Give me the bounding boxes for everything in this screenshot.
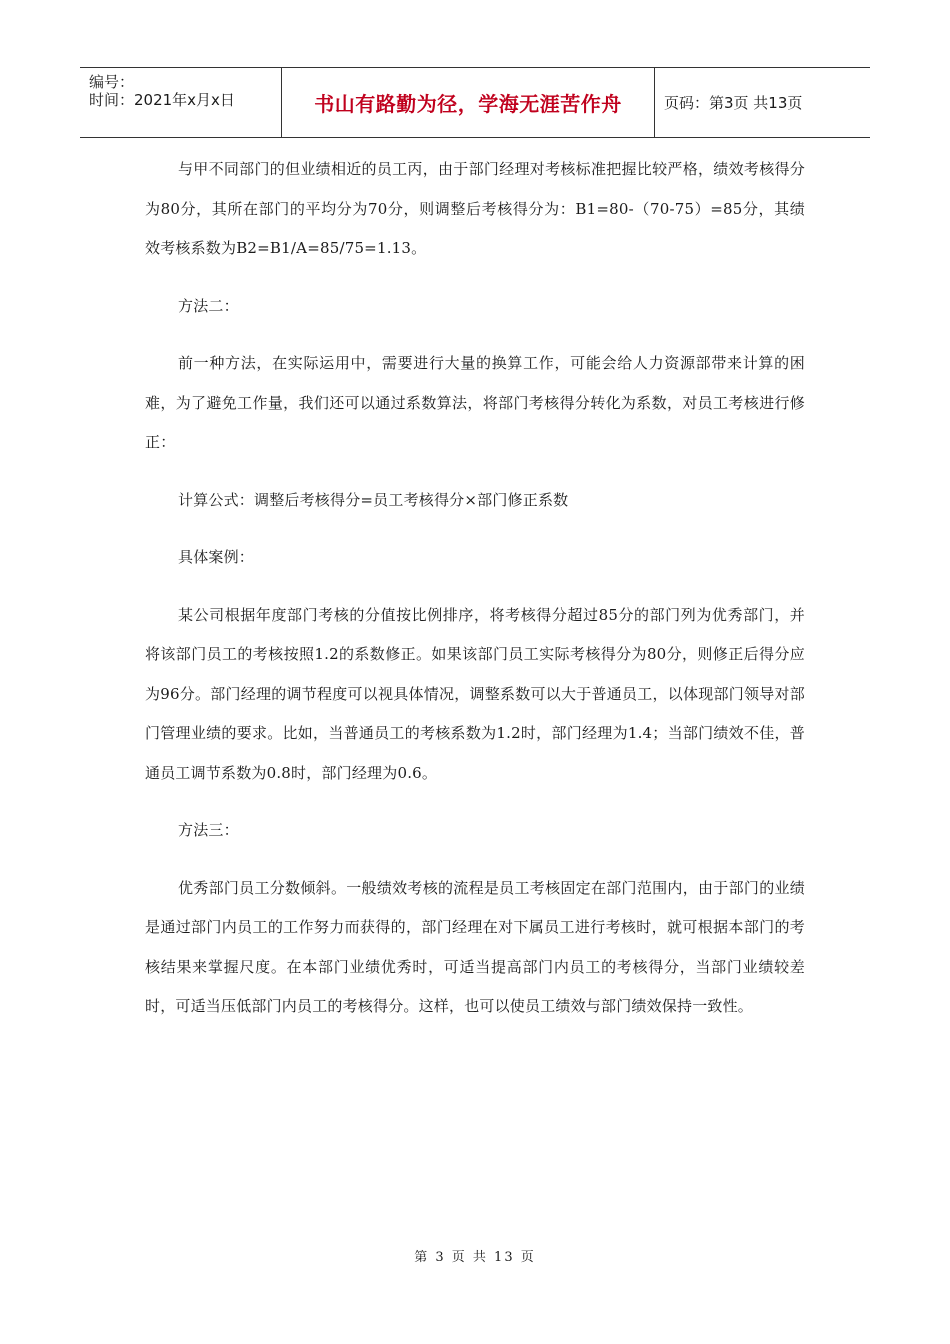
paragraph-case-details: 某公司根据年度部门考核的分值按比例排序，将考核得分超过85分的部门列为优秀部门，并将该部门员工的考核按照1.2的系数修正。如果该部门员工实际考核得分为80分，则修正后得分应为96分。部门经理的调节程度可以视具体情况，调整系数可以大于普通员工，以体现部门领导对部门管理业绩的要求。比如，当普通员工的考核系数为1.2时，部门经理为1.4；当部门绩效不佳，普通员工调节系数为0.8时，部门经理为0.6。 (145, 605, 805, 782)
document-body (145, 150, 805, 1027)
header-page-code: 页码：第3页 共13页 (664, 94, 803, 112)
header-page-cell (655, 68, 870, 137)
page-footer: 第 3 页 共 13 页 (414, 1250, 536, 1265)
heading-method-three: 方法三： (178, 821, 239, 839)
heading-case: 具体案例： (178, 548, 255, 566)
header-meta-cell (80, 68, 282, 137)
paragraph-example-employee-c: 与甲不同部门的但业绩相近的员工丙，由于部门经理对考核标准把握比较严格，绩效考核得分为80分，其所在部门的平均分为70分，则调整后考核得分为：B1=80-（70-75）=85分，其绩效考核系数为B2=B1/A=85/75=1.13。 (145, 160, 805, 257)
header-motto-cell (282, 68, 655, 137)
document-date-label: 时间：2021年x月x日 (89, 91, 235, 109)
header-motto: 书山有路勤为径，学海无涯苦作舟 (314, 92, 622, 116)
paragraph-method-three: 优秀部门员工分数倾斜。一般绩效考核的流程是员工考核固定在部门范围内，由于部门的业绩是通过部门内员工的工作努力而获得的，部门经理在对下属员工进行考核时，就可根据本部门的考核结果来掌握尺度。在本部门业绩优秀时，可适当提高部门内员工的考核得分，当部门业绩较差时，可适当压低部门内员工的考核得分。这样，也可以使员工绩效与部门绩效保持一致性。 (145, 878, 805, 1015)
document-header (80, 67, 870, 138)
paragraph-formula: 计算公式：调整后考核得分=员工考核得分×部门修正系数 (178, 490, 569, 509)
paragraph-method-two-intro: 前一种方法，在实际运用中，需要进行大量的换算工作，可能会给人力资源部带来计算的困难，为了避免工作量，我们还可以通过系数算法，将部门考核得分转化为系数，对员工考核进行修正： (145, 354, 805, 451)
document-code-label: 编号： (89, 73, 135, 91)
heading-method-two: 方法二： (178, 296, 239, 315)
